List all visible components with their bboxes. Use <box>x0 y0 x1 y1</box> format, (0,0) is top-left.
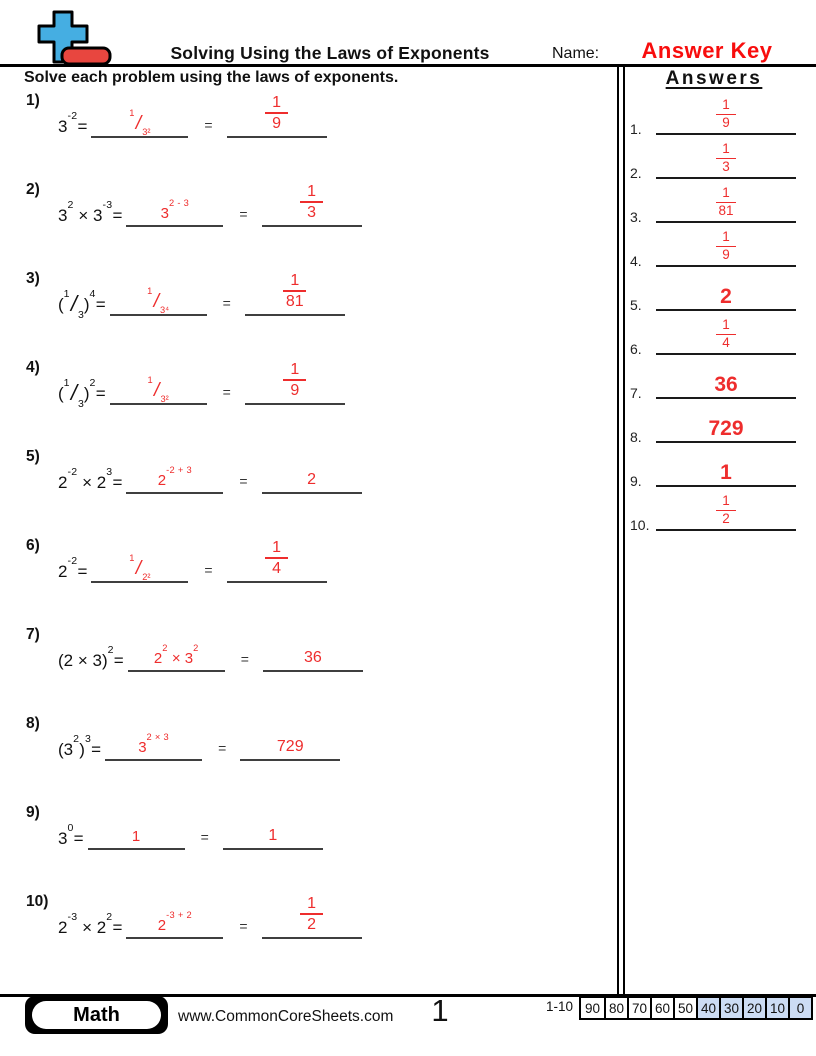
result-blank <box>262 894 362 939</box>
answer-line <box>656 142 796 179</box>
problem-row-10 <box>26 893 611 939</box>
page-title: Solving Using the Laws of Exponents <box>170 43 490 63</box>
result-blank <box>262 182 362 227</box>
result-answer: $\frac{1}{9}$ <box>227 94 327 133</box>
instructions-text: Solve each problem using the laws of exponents. <box>24 69 399 86</box>
result-blank <box>223 808 323 850</box>
result-blank <box>262 452 362 494</box>
answers-panel <box>628 68 800 536</box>
equals-sign: = <box>218 740 227 756</box>
problem-expression: $(^1/_3)^4=$ <box>58 287 106 321</box>
answer-number: 7. <box>630 385 642 401</box>
problem-number: 8) <box>26 715 40 732</box>
result-answer: 2 <box>307 470 317 488</box>
equals-sign: = <box>222 384 231 400</box>
answers-title: Answers <box>665 68 763 89</box>
equals-sign: = <box>239 206 248 222</box>
equals-sign: = <box>240 651 249 667</box>
equals-sign: = <box>239 473 248 489</box>
answer-value: 1 <box>720 460 732 484</box>
answer-number: 1. <box>630 121 642 137</box>
work-blank <box>88 808 185 850</box>
result-answer: $\frac{1}{2}$ <box>262 895 362 934</box>
problem-row-1 <box>26 92 611 138</box>
work-answer: $3^{2 \times 3}$ <box>138 732 169 756</box>
score-cell: 40 <box>696 998 719 1018</box>
problem-expression: $(^1/_3)^2=$ <box>58 376 106 410</box>
result-answer: 1 <box>268 826 278 844</box>
score-range-label: 1-10 <box>545 999 573 1014</box>
answer-row-7 <box>628 360 800 404</box>
work-answer: $^1/_{2^2}$ <box>129 553 151 582</box>
problem-number: 3) <box>26 270 40 287</box>
work-answer: $^1/_{3^2}$ <box>147 375 169 404</box>
result-blank <box>227 538 327 583</box>
work-blank <box>110 274 207 316</box>
result-answer: $\frac{1}{81}$ <box>245 272 345 311</box>
problem-list <box>26 92 611 982</box>
answer-number: 6. <box>630 341 642 357</box>
answer-line <box>656 98 796 135</box>
answer-value: $\frac{1}{3}$ <box>716 142 736 177</box>
work-blank <box>91 541 188 583</box>
header-divider <box>0 64 816 67</box>
equals-sign: = <box>200 829 209 845</box>
problem-expression: $(2 \times 3)^2=$ <box>58 644 124 671</box>
result-blank <box>227 93 327 138</box>
problem-number: 2) <box>26 181 40 198</box>
result-answer: 729 <box>276 737 304 755</box>
answer-line <box>656 417 796 443</box>
answer-number: 5. <box>630 297 642 313</box>
result-blank <box>263 630 363 672</box>
problem-row-6 <box>26 537 611 583</box>
equals-sign: = <box>204 117 213 133</box>
problem-number: 1) <box>26 92 40 109</box>
score-cell: 50 <box>673 998 696 1018</box>
score-cell: 30 <box>719 998 742 1018</box>
work-blank <box>110 363 207 405</box>
work-blank <box>126 452 223 494</box>
problem-expression: $2^{-2}=$ <box>58 555 88 582</box>
answer-row-4 <box>628 228 800 272</box>
problem-number: 4) <box>26 359 40 376</box>
answer-value: $\frac{1}{2}$ <box>716 494 736 529</box>
answer-number: 8. <box>630 429 642 445</box>
work-answer: $2^{-3 + 2}$ <box>157 910 192 934</box>
answer-number: 4. <box>630 253 642 269</box>
work-answer: $2^{-2 + 3}$ <box>157 465 192 489</box>
answer-row-3 <box>628 184 800 228</box>
work-answer: $^1/_{3^4}$ <box>147 286 170 315</box>
plus-minus-logo-icon <box>24 8 116 66</box>
score-cell: 90 <box>581 998 604 1018</box>
work-blank <box>91 96 188 138</box>
equals-sign: = <box>222 295 231 311</box>
answer-value: 2 <box>720 284 732 308</box>
result-answer: 36 <box>304 648 322 666</box>
work-answer: 1 <box>131 827 141 845</box>
answer-row-5 <box>628 272 800 316</box>
problem-row-5 <box>26 448 611 494</box>
equals-sign: = <box>239 918 248 934</box>
answers-list <box>628 96 800 536</box>
answer-row-10 <box>628 492 800 536</box>
page-number: 1 <box>431 993 449 1028</box>
result-blank <box>245 360 345 405</box>
answer-number: 9. <box>630 473 642 489</box>
answer-value: 36 <box>714 372 738 396</box>
answer-line <box>656 494 796 531</box>
answer-line <box>656 461 796 487</box>
problem-number: 9) <box>26 804 40 821</box>
equals-sign: = <box>204 562 213 578</box>
problem-expression: $3^{-2}=$ <box>58 110 88 137</box>
answer-value: $\frac{1}{9}$ <box>716 230 736 265</box>
problem-row-4 <box>26 359 611 410</box>
answer-number: 10. <box>630 517 650 533</box>
answer-row-2 <box>628 140 800 184</box>
answer-line <box>656 318 796 355</box>
answer-row-8 <box>628 404 800 448</box>
name-label: Name: <box>552 45 600 62</box>
problem-row-9 <box>26 804 611 850</box>
problem-expression: $2^{-2} \times 2^3=$ <box>58 466 123 493</box>
answer-number: 3. <box>630 209 642 225</box>
work-answer: 3$^{2 - 3}$ <box>160 198 190 222</box>
work-blank <box>126 897 223 939</box>
problem-row-3 <box>26 270 611 321</box>
subject-badge-label: Math <box>32 1001 161 1029</box>
problem-expression: $3^0=$ <box>58 822 84 849</box>
result-answer: $\frac{1}{9}$ <box>245 361 345 400</box>
score-cell: 70 <box>627 998 650 1018</box>
problem-row-2 <box>26 181 611 227</box>
problem-row-7 <box>26 626 611 672</box>
result-answer: $\frac{1}{4}$ <box>227 539 327 578</box>
work-answer: $2^2 \times 3^2$ <box>153 643 199 667</box>
answer-row-6 <box>628 316 800 360</box>
problem-number: 5) <box>26 448 40 465</box>
problem-expression: $(3^2)^3=$ <box>58 733 102 760</box>
answer-line <box>656 285 796 311</box>
work-answer: $^1/_{3^2}$ <box>129 108 151 137</box>
answer-value: $\frac{1}{81}$ <box>716 186 736 221</box>
problem-number: 7) <box>26 626 40 643</box>
result-blank <box>240 719 340 761</box>
work-blank <box>126 185 223 227</box>
score-cell: 0 <box>788 998 811 1018</box>
answer-key-text: Answer Key <box>641 38 773 63</box>
answer-line <box>656 230 796 267</box>
score-cell: 80 <box>604 998 627 1018</box>
answer-line <box>656 373 796 399</box>
answers-column-divider <box>617 67 625 994</box>
website-text: www.CommonCoreSheets.com <box>178 1008 394 1025</box>
score-cell: 60 <box>650 998 673 1018</box>
answer-row-1 <box>628 96 800 140</box>
score-cell: 10 <box>765 998 788 1018</box>
answer-number: 2. <box>630 165 642 181</box>
problem-number: 10) <box>26 893 49 910</box>
result-answer: $\frac{1}{3}$ <box>262 183 362 222</box>
answer-row-9 <box>628 448 800 492</box>
subject-badge <box>25 996 168 1034</box>
problem-expression: $2^{-3} \times 2^2=$ <box>58 911 123 938</box>
answer-line <box>656 186 796 223</box>
answer-value: 729 <box>708 416 744 440</box>
work-blank <box>128 630 225 672</box>
score-table <box>579 996 813 1020</box>
problem-expression: $3^2 \times 3^{-3}=$ <box>58 199 123 226</box>
answer-value: $\frac{1}{9}$ <box>716 98 736 133</box>
score-cell: 20 <box>742 998 765 1018</box>
result-blank <box>245 271 345 316</box>
problem-row-8 <box>26 715 611 761</box>
problem-number: 6) <box>26 537 40 554</box>
work-blank <box>105 719 202 761</box>
answer-value: $\frac{1}{4}$ <box>716 318 736 353</box>
score-bar <box>546 996 813 1020</box>
